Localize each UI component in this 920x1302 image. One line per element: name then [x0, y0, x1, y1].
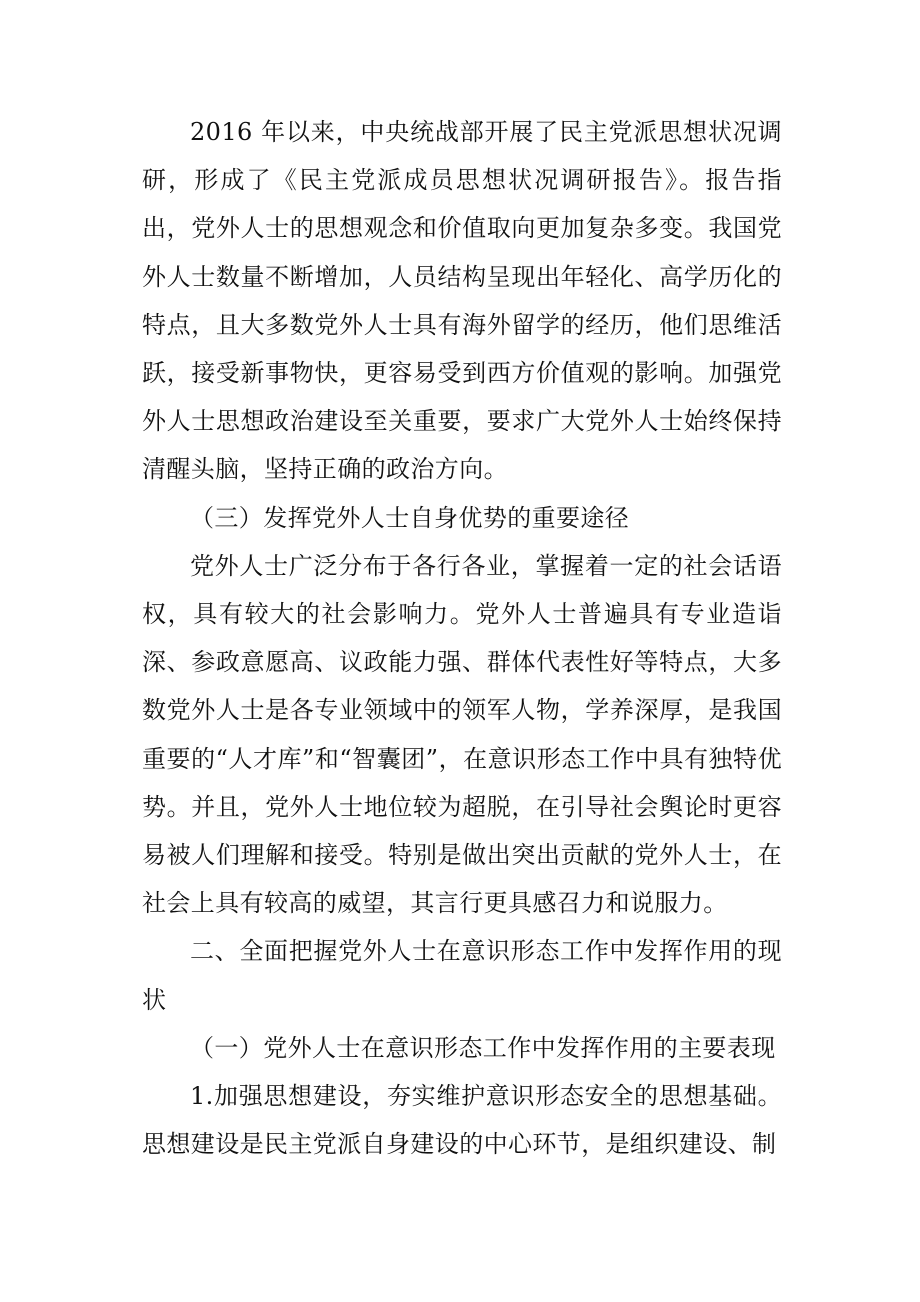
heading-chapter-two: 二、全面把握党外人士在意识形态工作中发挥作用的现状 [142, 937, 782, 1014]
paragraph-advantages: 党外人士广泛分布于各行各业，掌握着一定的社会话语权，具有较大的社会影响力。党外人士普遍具有专业造诣深、参政意愿高、议政能力强、群体代表性好等特点，大多数党外人士是各专业领域中的领军人物，学养深厚，是我国重要的“人才库”和“智囊团”，在意识形态工作中具有独特优势。并且，党外人士地位较为超脱，在引导社会舆论时更容易被人们理解和接受。特别是做出突出贡献的党外人士，在社会上具有较高的威望，其言行更具感召力和说服力。 [142, 551, 782, 918]
paragraph-ideological-building: 1.加强思想建设，夯实维护意识形态安全的思想基础。思想建设是民主党派自身建设的中心环节，是组织建设、制 [142, 1082, 782, 1159]
heading-section-one: （一）党外人士在意识形态工作中发挥作用的主要表现 [190, 1033, 776, 1062]
document-body [142, 108, 782, 1168]
paragraph-survey-report: 2016 年以来，中央统战部开展了民主党派思想状况调研，形成了《民主党派成员思想状况调研报告》。报告指出，党外人士的思想观念和价值取向更加复杂多变。我国党外人士数量不断增加，人员结构呈现出年轻化、高学历化的特点，且大多数党外人士具有海外留学的经历，他们思维活跃，接受新事物快，更容易受到西方价值观的影响。加强党外人士思想政治建设至关重要，要求广大党外人士始终保持清醒头脑，坚持正确的政治方向。 [142, 118, 782, 484]
heading-section-three: （三）发挥党外人士自身优势的重要途径 [190, 503, 630, 532]
